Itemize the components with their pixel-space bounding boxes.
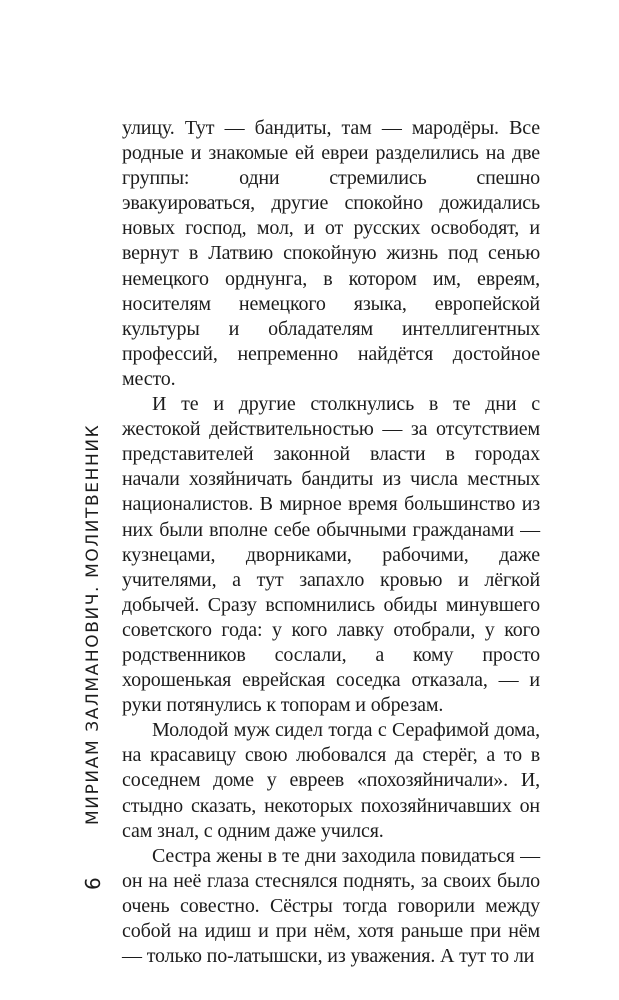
paragraph-1: улицу. Тут — бандиты, там — мародёры. Все родные и знакомые ей евреи разделились на две группы: одни стремились спешно эвакуироваться, другие спокойно дожидались новых господ, мол, и от русских освободят, и вернут в Латвию спокойную жизнь под сенью немецкого орднунга, в котором им, евреям, носителям немецкого языка, европейской культуры и обладателям интеллигентных профессий, непременно найдётся достойное место. [122, 117, 540, 390]
body-text [122, 116, 540, 969]
running-head: МИРИАМ ЗАЛМАНОВИЧ. МОЛИТВЕННИК [83, 423, 103, 825]
page-number: 6 [81, 877, 105, 890]
paragraph-2: И те и другие столкнулись в те дни с жестокой действительностью — за отсутствием представителей законной власти в городах начали хозяйничать бандиты из числа местных националистов. В мирное время большинство из них были вполне себе обычными гражданами — кузнецами, дворниками, рабочими, даже учителями, а тут запахло кровью и лёгкой добычей. Сразу вспомнились обиды минувшего советского года: у кого лавку отобрали, у кого родственников сослали, а кому просто хорошенькая еврейская соседка отказала, — и руки потянулись к топорам и обрезам. [122, 393, 540, 717]
paragraph-4: Сестра жены в те дни заходила повидаться — он на неё глаза стеснялся поднять, за своих было очень совестно. Сёстры тогда говорили между собой на идиш и при нём, хотя раньше при нём — только по-латышски, из уважения. А тут то ли [122, 844, 540, 968]
paragraph-3: Молодой муж сидел тогда с Серафимой дома, на красавицу свою любовался да стерёг, а то в соседнем доме у евреев «похозяйничали». И, стыдно сказать, некоторых похозяйничавших он сам знал, с одним даже учился. [122, 719, 540, 842]
